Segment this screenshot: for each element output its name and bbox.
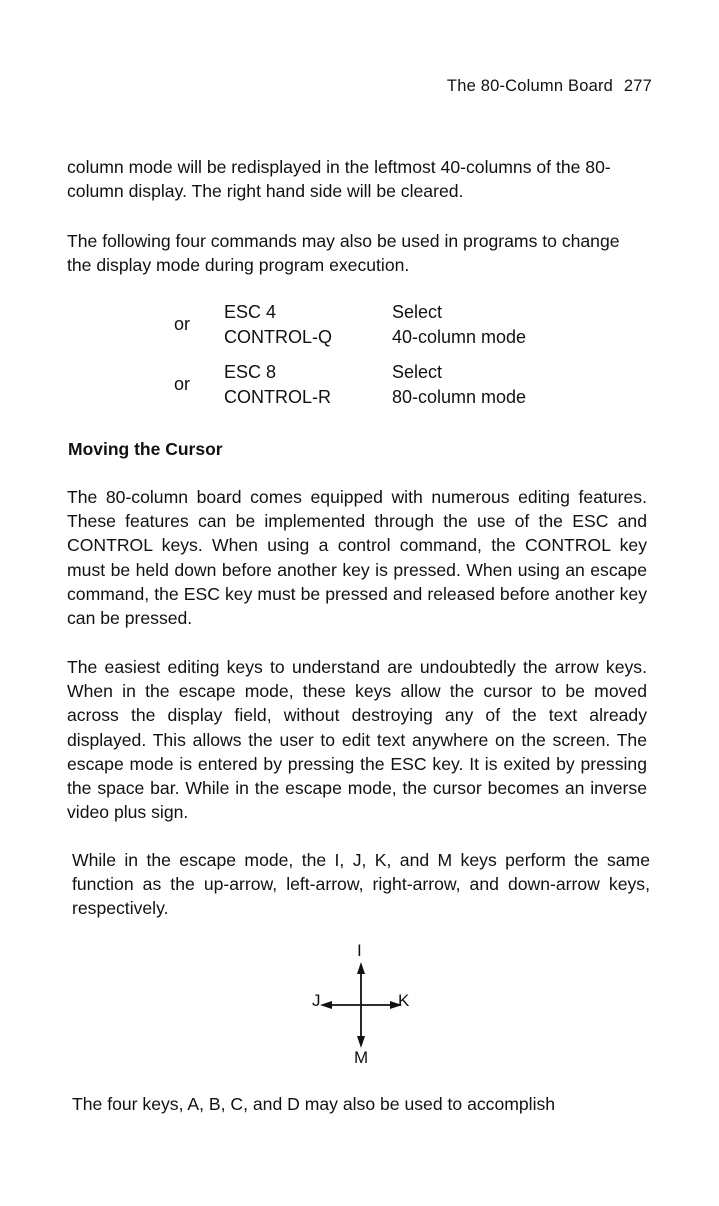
command-key-control: CONTROL-R	[224, 386, 331, 407]
paragraph-arrow-keys: The easiest editing keys to understand are undoubtedly the arrow keys. When in the escape mode, these keys allow the cursor to be moved across the display field, without destroying any of the text already displayed. This allows the user to edit text anywhere on the screen. The escape mode is entered by pressing the ESC key. It is exited by pressing the space bar. While in the escape mode, the cursor becomes an inverse video plus sign.	[67, 657, 647, 823]
command-connector: or	[174, 314, 191, 334]
command-action-mode: 40-column mode	[392, 326, 527, 347]
command-keys	[224, 300, 394, 349]
running-head	[447, 77, 652, 96]
up-arrowhead	[357, 962, 365, 974]
paragraph-editing-features: The 80-column board comes equipped with numerous editing features. These features can be implemented through the use of the ESC and CONTROL keys. When using a control command, the CONTROL key must be held down before another key is pressed. When using an escape command, the ESC key must be pressed and released before another key can be pressed.	[67, 487, 647, 629]
command-action-mode: 80-column mode	[392, 386, 527, 407]
key-label-down: M	[354, 1048, 369, 1067]
paragraph-ijkm-keys: While in the escape mode, the I, J, K, and M keys perform the same function as the up-arrow, left-arrow, right-arrow, and down-arrow keys, respectively.	[72, 850, 650, 919]
paragraph-abcd-keys: The four keys, A, B, C, and D may also be used to accomplish	[72, 1094, 556, 1114]
command-key-control: CONTROL-Q	[224, 326, 332, 347]
paragraph-four-commands: The following four commands may also be used in programs to change the display mode during program execution.	[67, 231, 620, 276]
command-keys	[224, 360, 394, 409]
key-label-up: I	[357, 941, 362, 960]
key-label-right: K	[398, 991, 410, 1010]
command-key-esc: ESC 4	[224, 302, 277, 322]
command-action-verb: Select	[392, 362, 443, 382]
down-arrowhead	[357, 1036, 365, 1048]
paragraph-display-cleared: column mode will be redisplayed in the leftmost 40-columns of the 80-column display. The right hand side will be cleared.	[67, 157, 611, 202]
command-action	[392, 300, 592, 349]
command-action	[392, 360, 592, 409]
left-arrowhead	[320, 1001, 332, 1009]
running-title: The 80-Column Board	[446, 77, 614, 95]
command-action-verb: Select	[392, 302, 443, 322]
key-label-left: J	[312, 991, 321, 1010]
command-connector: or	[174, 374, 191, 394]
page-number: 277	[623, 77, 652, 95]
command-key-esc: ESC 8	[224, 362, 277, 382]
ijkm-arrow-diagram	[300, 940, 420, 1070]
section-heading: Moving the Cursor	[68, 439, 223, 459]
